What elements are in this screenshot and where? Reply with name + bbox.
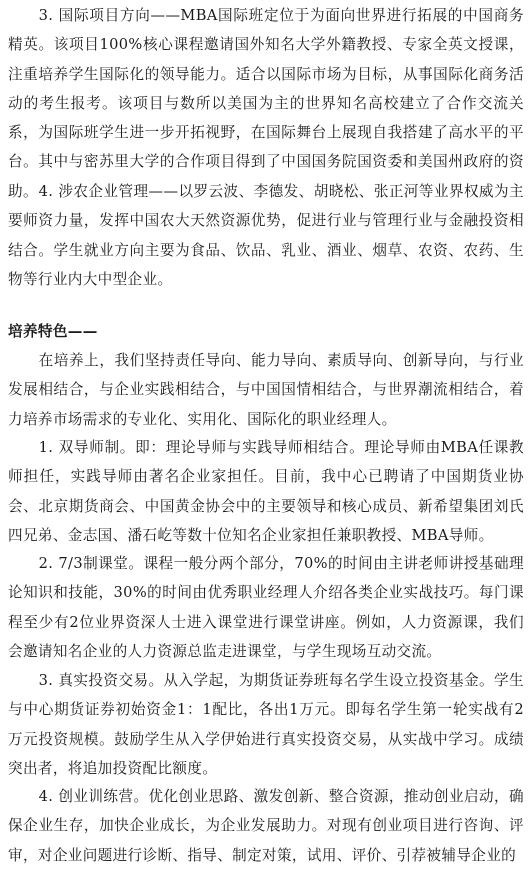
real-trading-paragraph: 3. 真实投资交易。从入学起，为期货证券班每名学生设立投资基金。学生与中心期货证券初始资金1：1配比，各出1万元。即每名学生第一轮实战有2万元投资规模。鼓励学生从入学伊始进行真实投资交易，从实战中学习。成绩突出者，将追加投资配比额度。 [8, 672, 524, 777]
dual-mentor-paragraph: 1. 双导师制。即：理论导师与实践导师相结合。理论导师由MBA任课教师担任，实践导师由著名企业家担任。目前，我中心已聘请了中国期货业协会、北京期货商会、中国黄金协会中的主要领导和核心成员、新希望集团刘氏四兄弟、金志国、潘石屹等数十位知名企业家担任兼职教授、MBA导师。 [8, 439, 524, 544]
intl-direction-paragraph: 3. 国际项目方向——MBA国际班定位于为面向世界进行拓展的中国商务精英。该项目100%核心课程邀请国外知名大学外籍教授、专家全英文授课，注重培养学生国际化的领导能力。适合以国际市场为目标，从事国际化商务活动的考生报考。该项目与数所以美国为主的世界知名高校建立了合作交流关系，为国际班学生进一步开拓视野，在国际舞台上展现自我搭建了高水平的平台。其中与密苏里大学的合作项目得到了中国国务院国资委和美国州政府的资助。 [8, 7, 524, 200]
features-heading: 培养特色—— [8, 323, 98, 340]
agri-management-paragraph: 4. 涉农企业管理——以罗云波、李德发、胡晓松、张正河等业界权威为主要师资力量，发挥中国农大天然资源优势，促进行业与管理行业与金融投资相结合。学生就业方向主要为食品、饮品、乳业、酒业、烟草、农资、农药、生物等行业内大中型企业。 [8, 183, 524, 288]
venture-camp-paragraph: 4. 创业训练营。优化创业思路、激发创新、整合资源，推动创业启动，确保企业生存，加快企业成长，为企业发展助力。对现有创业项目进行咨询、评审，对企业问题进行诊断、指导、制定对策，试用、评价、引荐被辅导企业的 [8, 788, 524, 864]
classroom-73-paragraph: 2. 7/3制课堂。课程一般分两个部分，70%的时间由主讲老师讲授基础理论知识和技能，30%的时间由优秀职业经理人介绍各类企业实战技巧。每门课程至少有2位业界资深人士进入课堂进行课堂讲座。例如，人力资源课，我们会邀请知名企业的人力资源总监走进课堂，与学生现场互动交流。 [8, 555, 524, 660]
features-intro-paragraph: 在培养上，我们坚持责任导向、能力导向、素质导向、创新导向，与行业发展相结合，与企业实践相结合，与中国国情相结合，与世界潮流相结合，着力培养市场需求的专业化、实用化、国际化的职业经理人。 [8, 352, 524, 428]
